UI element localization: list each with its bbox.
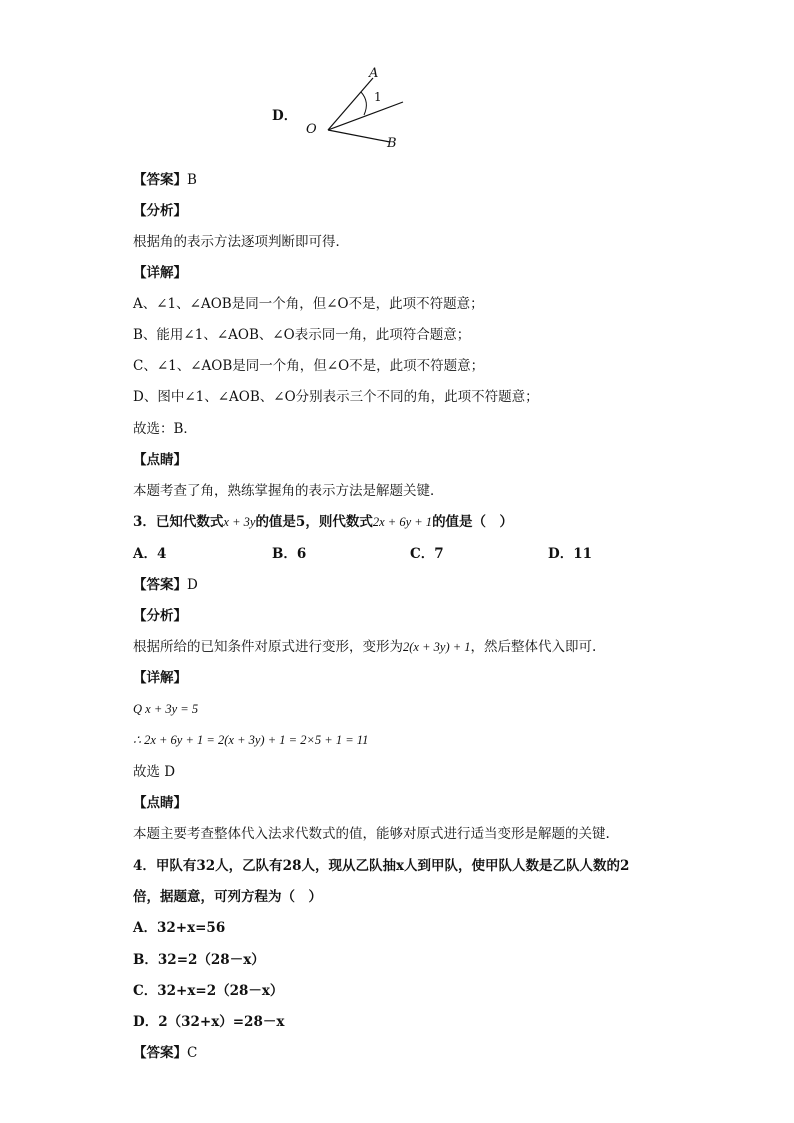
q3-stem-post: 的值是（ ）	[432, 514, 514, 530]
label-b: B	[387, 136, 397, 151]
detail-option-b: B、能用∠1、∠AOB、∠O表示同一角，此项符合题意；	[133, 327, 471, 343]
q4-stem-line-2: 倍，据题意，可列方程为（ ）	[133, 889, 322, 905]
q2-answer-row	[133, 170, 197, 190]
analysis-post: ，然后整体代入即可.	[470, 639, 597, 655]
angle-arc	[361, 92, 366, 115]
answer-value: D	[187, 577, 198, 593]
q4-answer-row	[133, 1043, 197, 1063]
detail-tag: 【详解】	[133, 265, 187, 281]
q4-stem-line-1: 4．甲队有32人，乙队有28人，现从乙队抽x人到甲队，使甲队人数是乙队人数的2	[133, 858, 630, 874]
ray-ob	[328, 130, 390, 142]
q3-option-d: D．11	[548, 546, 592, 562]
analysis-tag: 【分析】	[133, 608, 187, 624]
analysis-tag: 【分析】	[133, 203, 187, 219]
detail-step-2: ∴ 2x + 6y + 1 = 2(x + 3y) + 1 = 2×5 + 1 = 11	[133, 733, 369, 747]
angle-figure	[260, 62, 430, 162]
detail-option-c: C、∠1、∠AOB是同一个角，但∠O不是，此项不符题意；	[133, 358, 485, 374]
figure-option-label: D．	[272, 108, 298, 124]
q3-stem-pre: 3．已知代数式	[133, 514, 224, 530]
q4-option-b: B．32=2（28－x）	[133, 952, 265, 968]
label-a: A	[369, 66, 379, 81]
q3-stem-mid: 的值是5，则代数式	[255, 514, 373, 530]
comment-tag: 【点睛】	[133, 452, 187, 468]
q3-expr2: 2x + 6y + 1	[372, 515, 433, 529]
comment-tag: 【点睛】	[133, 795, 187, 811]
conclusion: 故选：B．	[133, 421, 197, 437]
label-1: 1	[374, 90, 382, 104]
answer-value: B	[187, 172, 197, 188]
label-o: O	[306, 122, 317, 137]
analysis-pre: 根据所给的已知条件对原式进行变形，变形为	[133, 639, 403, 655]
q3-answer-row	[133, 575, 198, 595]
q3-option-a: A．4	[133, 546, 167, 562]
q3-expr1: x + 3y	[223, 515, 256, 529]
q4-option-d: D．2（32+x）=28－x	[133, 1014, 285, 1030]
answer-value: C	[187, 1045, 198, 1061]
q3-option-c: C．7	[410, 546, 444, 562]
detail-option-a: A、∠1、∠AOB是同一个角，但∠O不是，此项不符题意；	[133, 296, 484, 312]
detail-option-d: D、图中∠1、∠AOB、∠O分别表示三个不同的角，此项不符题意；	[133, 389, 539, 405]
q3-option-b: B．6	[272, 546, 307, 562]
q4-option-c: C．32+x=2（28－x）	[133, 983, 284, 999]
analysis-expr: 2(x + 3y) + 1	[403, 640, 471, 654]
analysis-text	[133, 637, 596, 657]
detail-step-1: Q x + 3y = 5	[133, 702, 199, 716]
answer-tag: 【答案】	[133, 1045, 187, 1061]
ray-oc	[328, 102, 403, 130]
conclusion: 故选 D	[133, 764, 176, 780]
angle-diagram	[260, 62, 430, 162]
q3-stem	[133, 512, 513, 532]
analysis-text: 根据角的表示方法逐项判断即可得．	[133, 234, 349, 250]
q4-option-a: A．32+x=56	[133, 920, 226, 936]
detail-tag: 【详解】	[133, 670, 187, 686]
answer-tag: 【答案】	[133, 172, 187, 188]
comment-text: 本题主要考查整体代入法求代数式的值，能够对原式进行适当变形是解题的关键.	[133, 826, 610, 842]
comment-text: 本题考查了角，熟练掌握角的表示方法是解题关键．	[133, 483, 444, 499]
answer-tag: 【答案】	[133, 577, 187, 593]
